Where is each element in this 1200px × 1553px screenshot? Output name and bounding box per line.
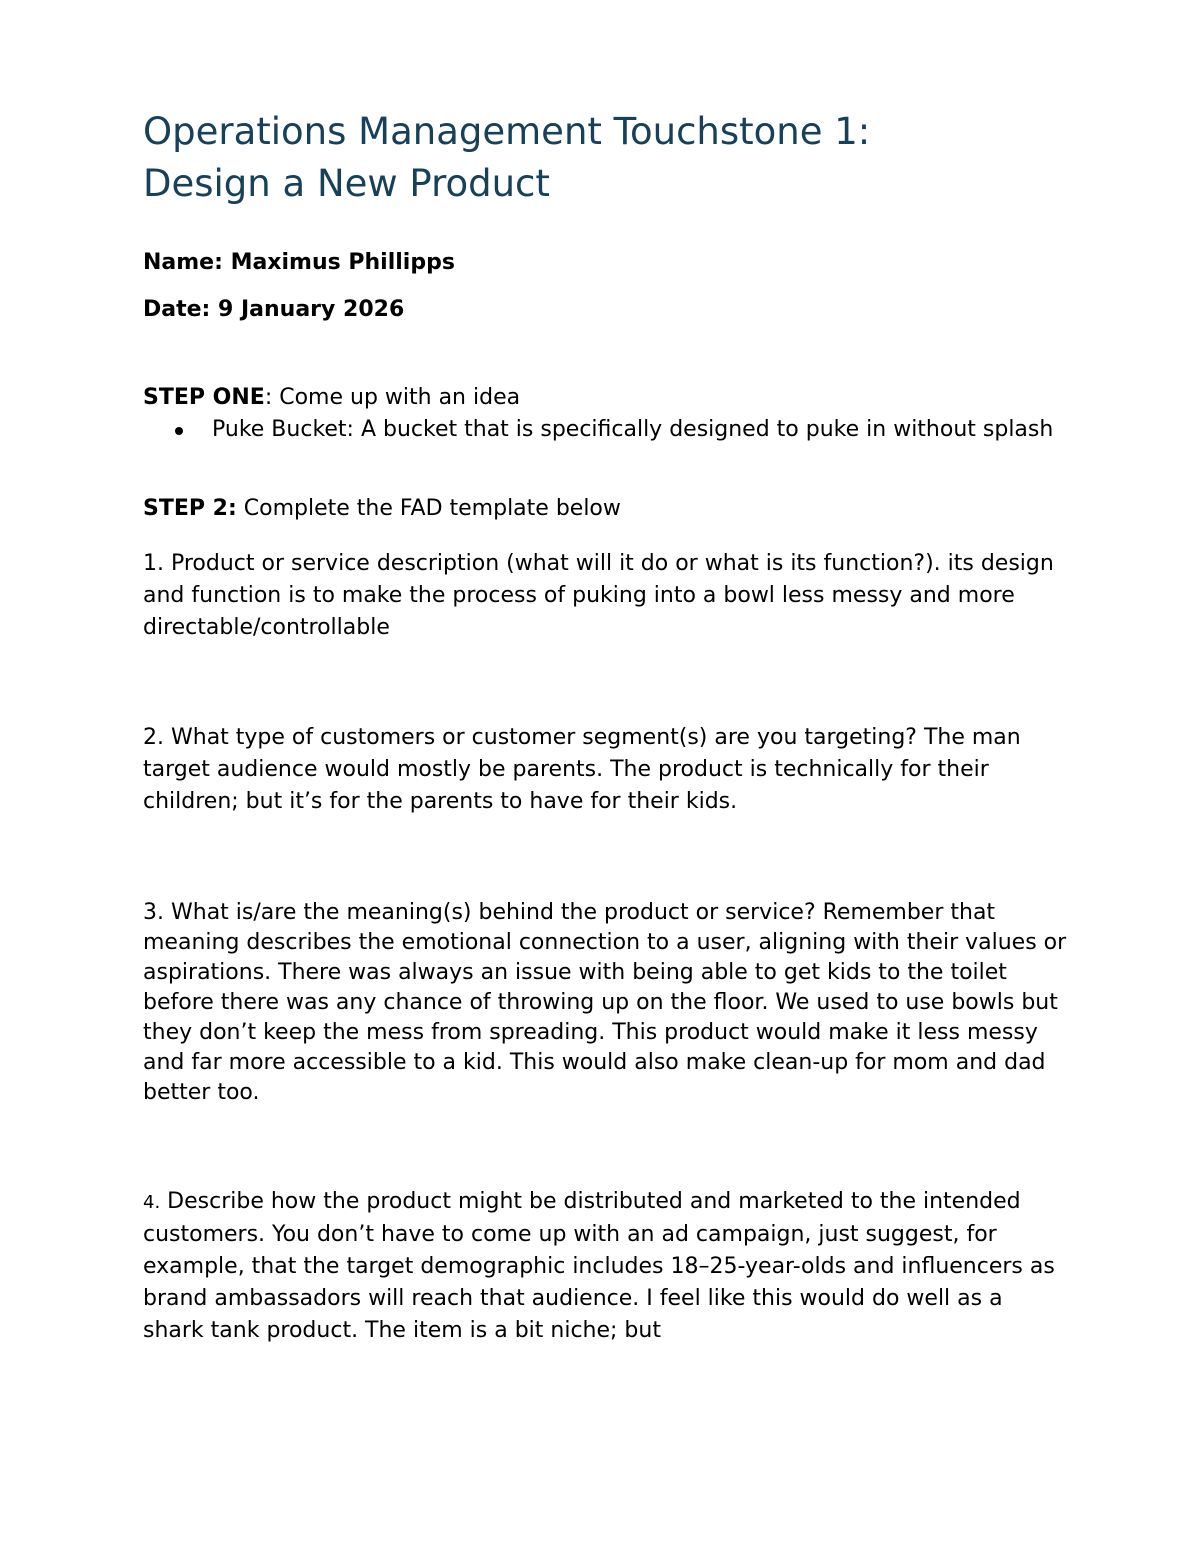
question-1-text: Product or service description (what will it do or what is its function?). its design and function is to make the process of puking into a bowl less messy and more directable/controllable	[143, 551, 1054, 640]
question-2	[143, 722, 1068, 818]
bullet-icon	[175, 427, 183, 435]
question-1-number: 1.	[143, 551, 164, 576]
title-line-1: Operations Management Touchstone 1:	[143, 110, 871, 153]
document-title	[143, 106, 1068, 210]
step-two-heading	[143, 493, 1068, 525]
step-one-label: STEP ONE	[143, 385, 265, 410]
title-line-2: Design a New Product	[143, 162, 550, 205]
question-4-number: 4.	[143, 1192, 161, 1213]
question-4	[143, 1186, 1068, 1347]
step-two-label: STEP 2:	[143, 496, 237, 521]
name-field	[143, 248, 1068, 278]
question-3-number: 3.	[143, 900, 164, 925]
step-one-heading	[143, 382, 1068, 414]
question-4-text: Describe how the product might be distributed and marketed to the intended customers. You don’t have to come up with an ad campaign, just suggest, for example, that the target demographic includes 18–25-year-olds and influencers as brand ambassadors will reach that audience. I feel like this would do well as a shark tank product. The item is a bit niche; but	[143, 1189, 1055, 1343]
date-label: Date:	[143, 297, 219, 322]
idea-bullet-list	[143, 414, 1068, 446]
date-value: 9 January 2026	[218, 297, 405, 322]
question-3-text: What is/are the meaning(s) behind the product or service? Remember that meaning describes the emotional connection to a user, aligning with their values or aspirations. There was always an issue with being able to get kids to the toilet before there was any chance of throwing up on the floor. We used to use bowls but they don’t keep the mess from spreading. This product would make it less messy and far more accessible to a kid. This would also make clean-up for mom and dad better too.	[143, 900, 1067, 1105]
question-2-text: What type of customers or customer segment(s) are you targeting? The man target audience would mostly be parents. The product is technically for their children; but it’s for the parents to have for their kids.	[143, 725, 1021, 814]
date-field	[143, 295, 1068, 325]
list-item	[143, 414, 1068, 446]
document-body	[143, 106, 1068, 1347]
name-label: Name:	[143, 250, 231, 275]
name-value: Maximus Phillipps	[230, 250, 455, 275]
question-1	[143, 548, 1068, 644]
bullet-text: Puke Bucket: A bucket that is specifically designed to puke in without splash	[212, 417, 1054, 442]
question-2-number: 2.	[143, 725, 164, 750]
step-one-text: : Come up with an idea	[264, 385, 521, 410]
step-two-text: Complete the FAD template below	[236, 496, 621, 521]
question-3	[143, 898, 1068, 1108]
